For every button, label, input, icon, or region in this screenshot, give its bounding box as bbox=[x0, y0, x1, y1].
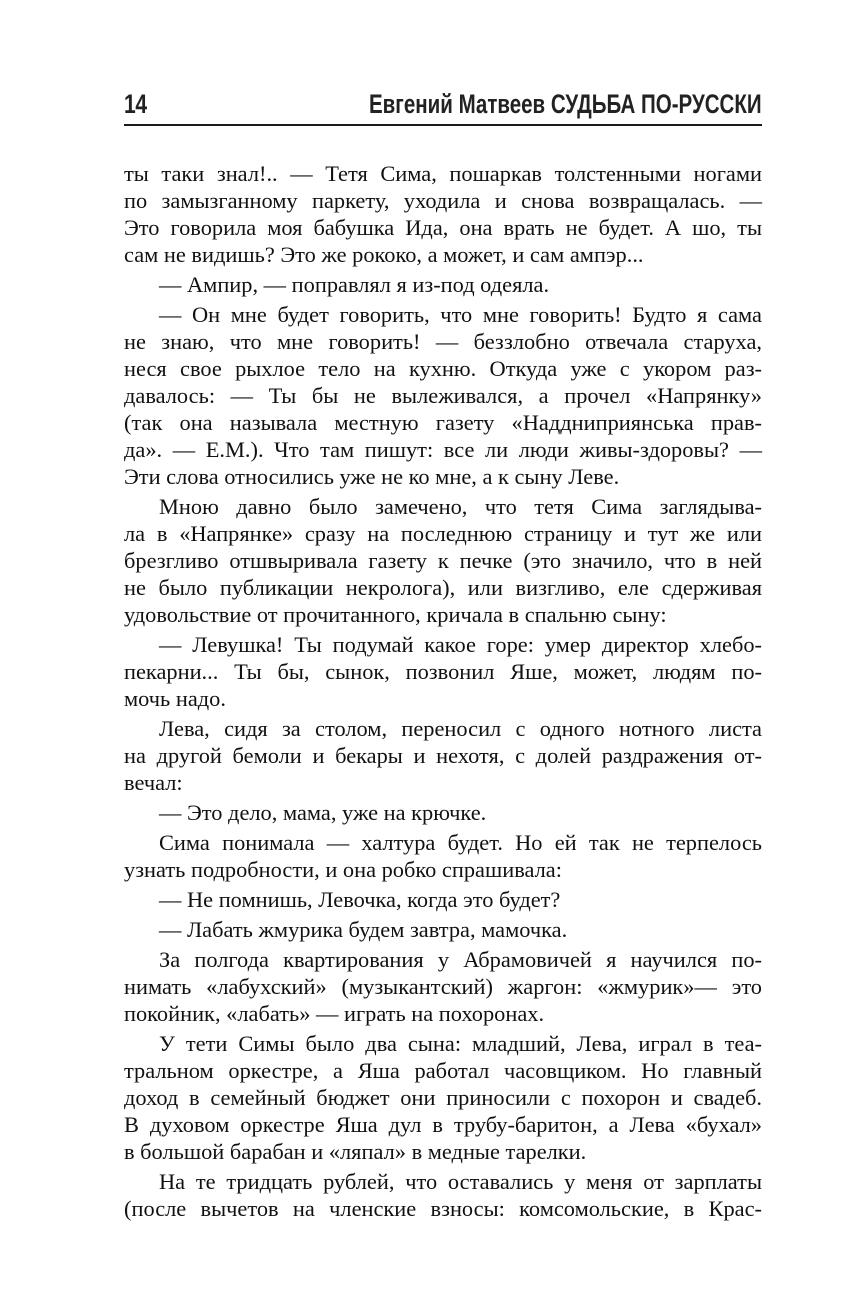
text-line: сам не видишь? Это же рококо, а может, и сам ампэр... bbox=[124, 242, 644, 267]
text-line: давалось: — Ты бы не вылеживался, а прочел «Напрянку» bbox=[124, 383, 762, 408]
text-line: по замызганному паркету, уходила и снова возвращалась. — bbox=[124, 188, 762, 213]
page-number: 14 bbox=[124, 89, 147, 119]
text-line: да». — Е.М.). Что там пишут: все ли люди живы-здоровы? — bbox=[124, 437, 762, 462]
text-line: неся свое рыхлое тело на кухню. Откуда уже с укором раз- bbox=[124, 356, 762, 381]
paragraph bbox=[124, 301, 762, 490]
text-line: Это говорила моя бабушка Ида, она врать не будет. А шо, ты bbox=[124, 215, 762, 240]
text-line: нимать «лабухский» (музыкантский) жаргон: «жмурик»— это bbox=[124, 974, 762, 999]
text-line: ла в «Напрянке» сразу на последнюю страницу и тут же или bbox=[124, 521, 762, 546]
text-line: — Ампир, — поправлял я из-под одеяла. bbox=[159, 272, 550, 297]
text-line: На те тридцать рублей, что оставались у меня от зарплаты bbox=[159, 1169, 762, 1194]
text-line: Лева, сидя за столом, переносил с одного нотного листа bbox=[159, 716, 762, 741]
text-line: У тети Симы было два сына: младший, Лева, играл в теа- bbox=[159, 1031, 762, 1056]
text-line: — Левушка! Ты подумай какое горе: умер директор хлебо- bbox=[159, 632, 762, 657]
text-line: не знаю, что мне говорить! — беззлобно отвечала старуха, bbox=[124, 329, 762, 354]
text-line: в большой барабан и «ляпал» в медные тарелки. bbox=[124, 1139, 587, 1164]
paragraph bbox=[124, 1030, 762, 1165]
paragraph bbox=[124, 493, 762, 628]
paragraph bbox=[124, 1168, 762, 1222]
paragraph bbox=[124, 829, 762, 883]
text-line: (так она называла местную газету «Наддниприянська прав- bbox=[124, 410, 762, 435]
text-line: мочь надо. bbox=[124, 686, 226, 711]
text-line: тральном оркестре, а Яша работал часовщиком. Но главный bbox=[124, 1058, 762, 1083]
text-line: пекарни... Ты бы, сынок, позвонил Яше, может, людям по- bbox=[124, 659, 762, 684]
text-line: брезгливо отшвыривала газету к печке (это значило, что в ней bbox=[124, 548, 762, 573]
text-line: (после вычетов на членские взносы: комсомольские, в Крас- bbox=[124, 1196, 762, 1221]
text-line: Мною давно было замечено, что тетя Сима заглядыва- bbox=[159, 494, 762, 519]
text-line: покойник, «лабать» — играть на похоронах. bbox=[124, 1001, 545, 1026]
text-line: ты таки знал!.. — Тетя Сима, пошаркав толстенными ногами bbox=[124, 161, 762, 186]
paragraph bbox=[124, 916, 762, 943]
paragraph bbox=[124, 631, 762, 712]
page-header bbox=[124, 84, 762, 126]
text-line: узнать подробности, и она робко спрашивала: bbox=[124, 857, 562, 882]
text-line: на другой бемоли и бекары и нехотя, с долей раздражения от- bbox=[124, 743, 762, 768]
paragraph bbox=[124, 799, 762, 826]
text-line: не было публикации некролога), или визгливо, еле сдерживая bbox=[124, 575, 762, 600]
text-line: — Он мне будет говорить, что мне говорить! Будто я сама bbox=[159, 302, 762, 327]
text-line: удовольствие от прочитанного, кричала в спальню сыну: bbox=[124, 602, 667, 627]
text-line: Эти слова относились уже не ко мне, а к сыну Леве. bbox=[124, 464, 620, 489]
text-line: За полгода квартирования у Абрамовичей я научился по- bbox=[159, 947, 762, 972]
paragraph bbox=[124, 715, 762, 796]
text-line: — Это дело, мама, уже на крючке. bbox=[159, 800, 487, 825]
text-line: вечал: bbox=[124, 770, 183, 795]
paragraph bbox=[124, 271, 762, 298]
body-text bbox=[124, 160, 762, 1222]
paragraph bbox=[124, 160, 762, 268]
paragraph bbox=[124, 886, 762, 913]
text-line: — Лабать жмурика будем завтра, мамочка. bbox=[159, 917, 568, 942]
text-line: Сима понимала — халтура будет. Но ей так не терпелось bbox=[159, 830, 762, 855]
paragraph bbox=[124, 946, 762, 1027]
text-line: — Не помнишь, Левочка, когда это будет? bbox=[159, 887, 561, 912]
text-line: В духовом оркестре Яша дул в трубу-баритон, а Лева «бухал» bbox=[124, 1112, 762, 1137]
running-head: Евгений Матвеев СУДЬБА ПО-РУССКИ bbox=[369, 89, 762, 119]
text-line: доход в семейный бюджет они приносили с похорон и свадеб. bbox=[124, 1085, 762, 1110]
